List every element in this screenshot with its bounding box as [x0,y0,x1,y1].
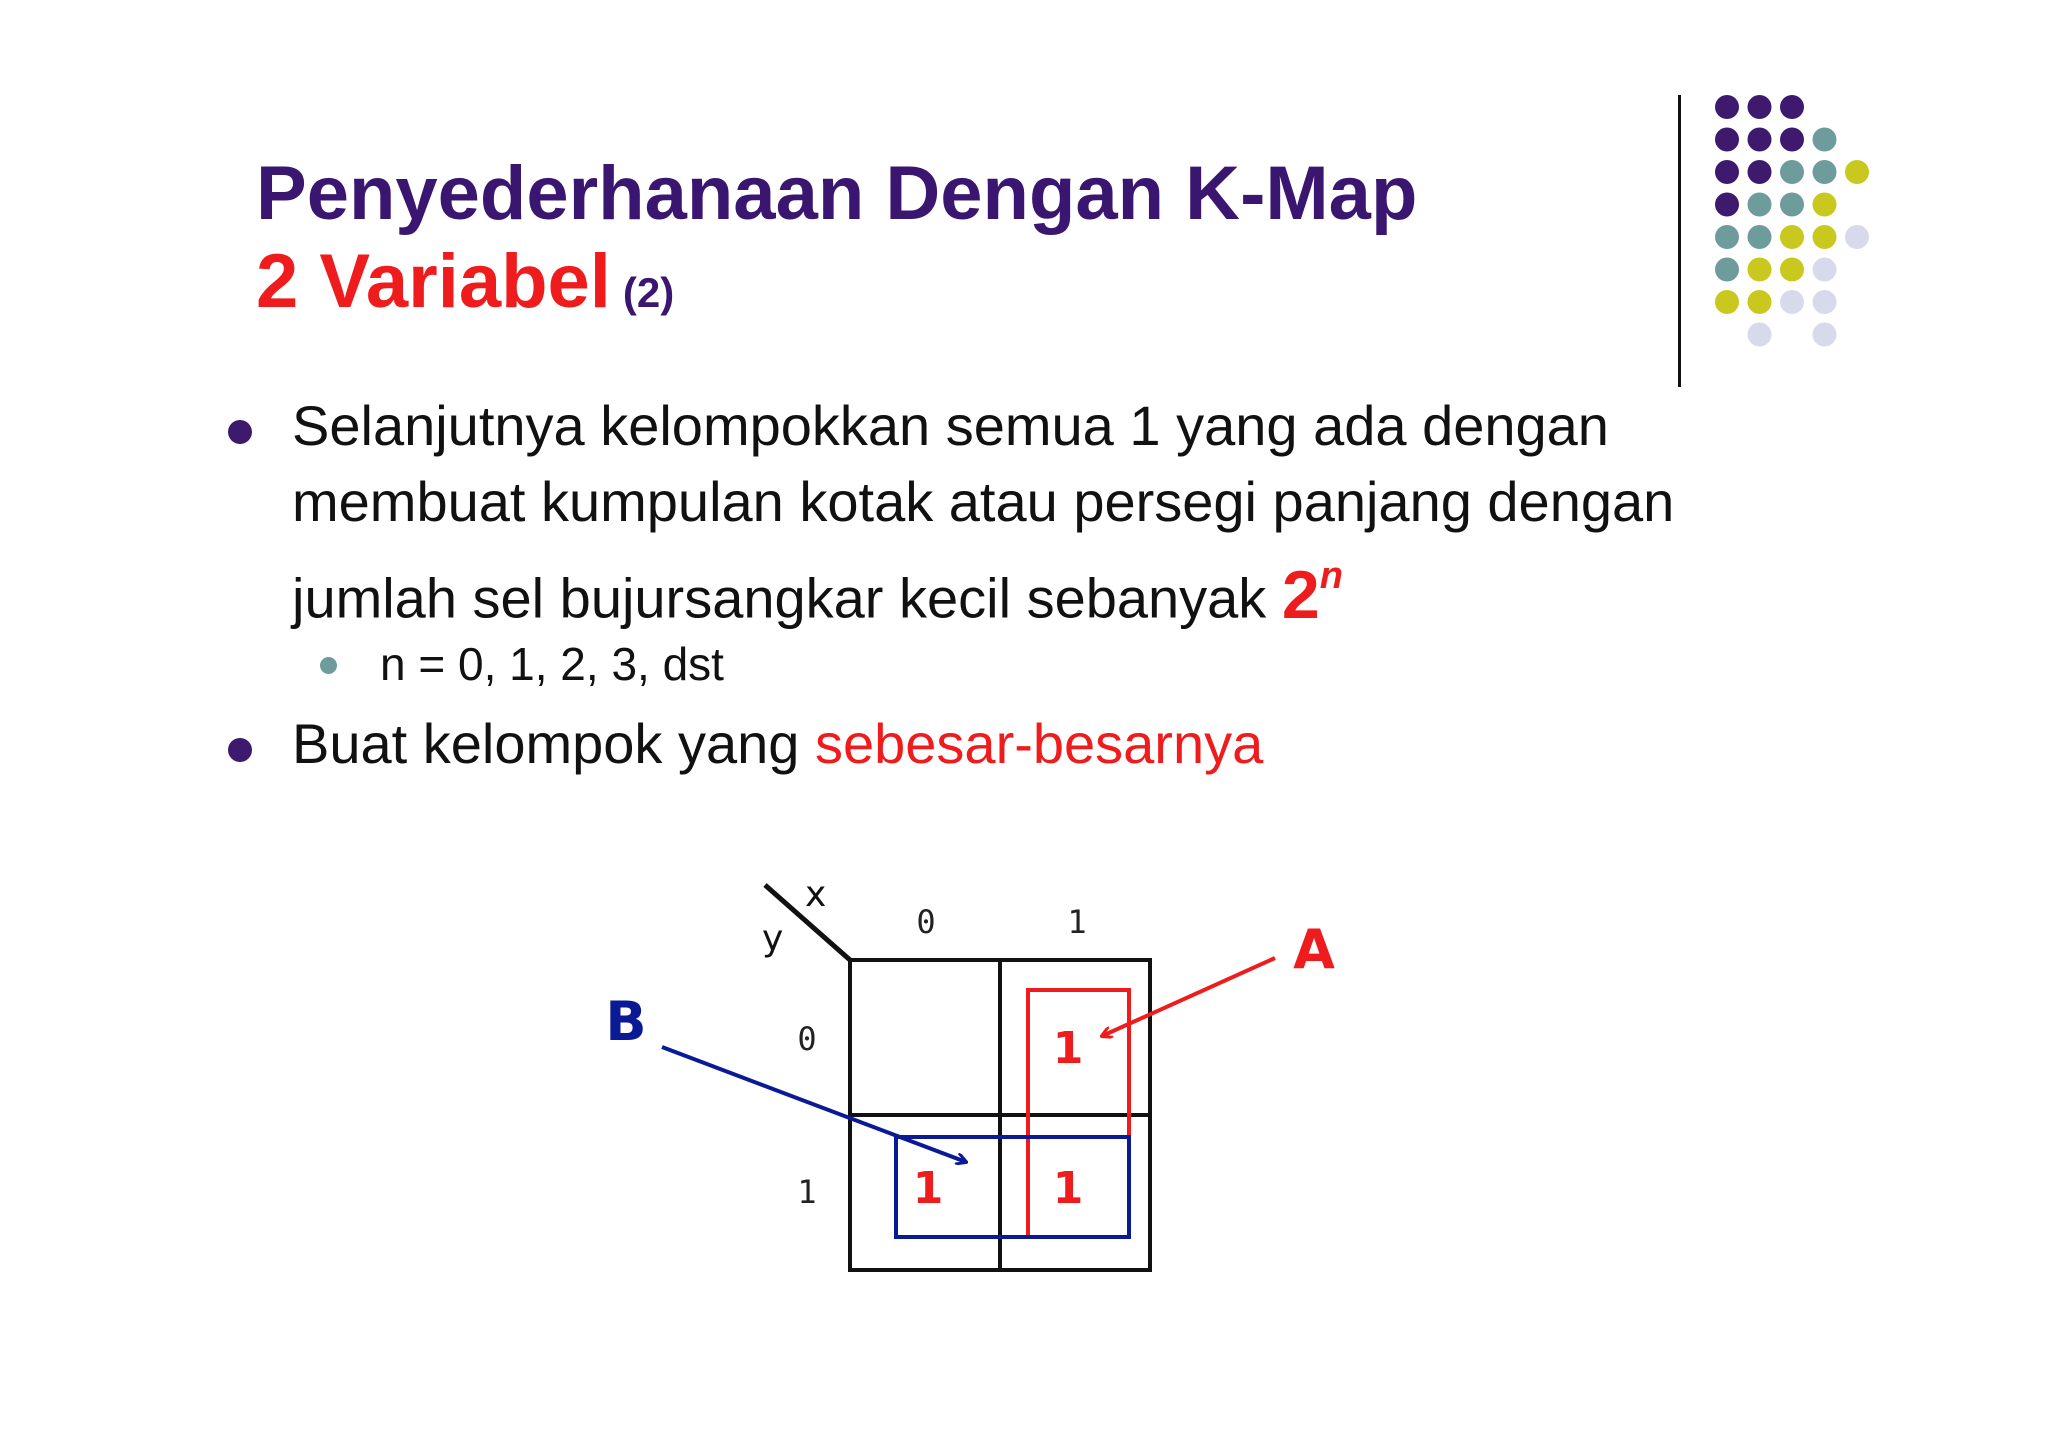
kmap-var-y: y [762,918,784,959]
kmap-var-x: x [805,874,827,915]
kmap-col-header-0: 0 [916,903,936,941]
kmap-cell-0-1: 1 [1052,1023,1084,1074]
group-b-arrow [662,1047,966,1162]
bullet-1-line-1: Selanjutnya kelompokkan semua 1 yang ada dengan [292,394,1609,457]
bullet-1-line-2: membuat kumpulan kotak atau persegi panjang dengan [292,470,1675,533]
group-a-label: A [1293,918,1335,981]
bullet-2-text: Buat kelompok yang [292,712,815,775]
kmap-cell-1-1: 1 [1052,1163,1084,1214]
sub-bullet: n = 0, 1, 2, 3, dst [380,638,724,690]
kmap-cell-1-0: 1 [912,1163,944,1214]
kmap-row-header-1: 1 [797,1173,817,1211]
title-line-2-text: 2 Variabel [256,239,611,324]
kmap-row-header-0: 0 [797,1020,817,1058]
kmap-col-header-1: 1 [1067,903,1087,941]
bullet-2-highlight: sebesar-besarnya [814,712,1264,775]
power-exponent: n [1319,555,1343,597]
power-base: 2 [1281,556,1320,633]
group-b-label: B [605,990,647,1053]
title-line-1: Penyederhanaan Dengan K-Map [256,151,1418,236]
bullet-1-line-3-text: jumlah sel bujursangkar kecil sebanyak [292,566,1267,630]
title-suffix: (2) [622,269,675,316]
